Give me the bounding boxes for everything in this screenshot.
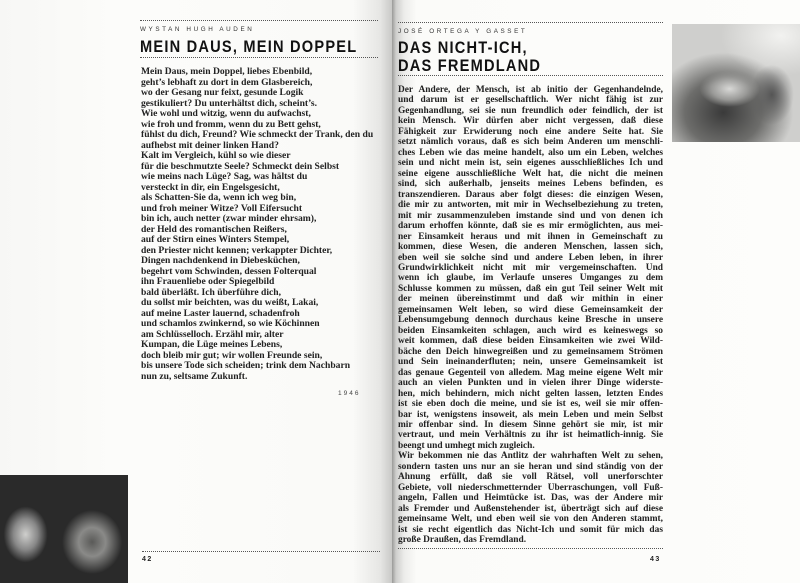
essay-line: eben weil sie solche sind und andere Leben leben, in ihrer bbox=[398, 252, 663, 263]
poem-text bbox=[141, 67, 373, 382]
title-dotted-rule-right bbox=[398, 75, 663, 76]
essay-line: bar ist, wenigstens insoweit, als mein Leben und mein Selbst bbox=[398, 409, 663, 420]
essay-line: Fähigkeit zur Erwiderung noch eine andere Seite hat. Sie bbox=[398, 126, 663, 137]
poem-line: ihn Frauenliebe oder Spiegelbild bbox=[141, 276, 275, 287]
essay-line: große Draußen, das Fremdland. bbox=[398, 535, 527, 546]
poem-line: geht’s lebhaft zu dort in dem Glasbereich, bbox=[141, 76, 313, 88]
essay-line: bäche den Deich hinwegreißen und zu gemeinsamem Strömen bbox=[398, 346, 663, 357]
essay-line: Grundwirklichkeit nicht mit mir vergemeinschaften. Und bbox=[398, 262, 663, 273]
poem-line: Kumpan, die Lüge meines Lebens, bbox=[141, 339, 283, 350]
poem-line: begehrt vom Schwinden, dessen Folterqual bbox=[141, 265, 317, 277]
essay-line: und Sein ineinanderfluten; nein, unsere Gemeinsamkeit ist bbox=[398, 357, 663, 368]
illustration-hands bbox=[672, 24, 800, 142]
essay-line: kein Mensch. Wir dürfen aber nicht vergessen, daß diese bbox=[398, 116, 663, 127]
illustration-figures bbox=[0, 475, 128, 583]
essay-line: setzt nämlich voraus, daß es sich beim Anderen um menschli- bbox=[398, 137, 663, 148]
essay-line: vertraut, und mein Verhältnis zu ihr ist heimatlich-innig. Sie bbox=[398, 430, 663, 441]
poem-line: aufhebst mit deiner linken Hand? bbox=[141, 139, 279, 151]
poem-year: 1946 bbox=[338, 390, 361, 397]
essay-line: angeln, Fallen und Heimtücke ist. Das, was der Andere mir bbox=[398, 493, 663, 504]
title-dotted-rule-left bbox=[140, 57, 378, 58]
poem-line: für die beschmutzte Seele? Schmeckt dein Selbst bbox=[141, 160, 340, 172]
essay-line: Gegenhandlung, sei sie nun freundlich oder feindlich, der ist bbox=[398, 105, 663, 116]
poem-line: fühlst du dich, Freund? Wie schmeckt der Trank, den du bbox=[141, 129, 374, 140]
poem-line: der Held des romantischen Reißers, bbox=[141, 223, 287, 235]
essay-line: Wir bekommen nie das Antlitz der wahrhaften Welt zu sehen, bbox=[398, 451, 663, 462]
essay-line: Gebiete, voll niederschmetternder Überraschungen, voll Fuß- bbox=[398, 482, 663, 493]
essay-line: wenn ich glaube, im Verlaufe unseres Umganges zu dem bbox=[398, 273, 663, 284]
poem-line: versteckt in dir, ein Engelsgesicht, bbox=[141, 181, 280, 193]
essay-line: auch an vielen Punkten und in vielen ihrer Dinge widerste- bbox=[398, 378, 663, 389]
essay-line: hen, mich behindern, mich nicht gelten lassen, letzten Endes bbox=[398, 388, 663, 399]
essay-line: und darum ist er gesellschaftlich. Wer nicht fähig ist zur bbox=[398, 95, 663, 106]
poem-line: gestikuliert? Du unterhältst dich, scheint’s. bbox=[141, 97, 318, 109]
bottom-dotted-rule-right bbox=[398, 548, 663, 549]
poem-line: und froh meiner Witze? Voll Eifersucht bbox=[141, 202, 303, 214]
poem-line: bald überläßt. Ich überführe dich, bbox=[141, 286, 282, 298]
poem-line: wo der Gesang nur feixt, gesunde Logik bbox=[141, 87, 304, 98]
poem-line: bin ich, auch netter (zwar minder ehrsam), bbox=[141, 213, 317, 224]
essay-line: beengt und umhegt mich zugleich. bbox=[398, 440, 535, 451]
poem-line: wie meins nach Lüge? Sag, was hältst du bbox=[141, 171, 308, 182]
poem-line: am Schlüsselloch. Erzähl mir, alter bbox=[141, 328, 284, 340]
essay-line: mir offenbar sind. In diesem Sinne gehört sie mir, ist mir bbox=[398, 420, 663, 430]
poem-line: Kalt im Vergleich, kühl so wie dieser bbox=[141, 150, 291, 161]
essay-line: als Fremder und Außenstehender ist, überträgt sich auf diese bbox=[398, 503, 663, 514]
poem-line: bis unsere Tode sich scheiden; trink dem Nachbarn bbox=[141, 360, 351, 371]
essay-line: Lebensumgebung dennoch durchaus keine Bresche in unsere bbox=[398, 315, 663, 326]
poem-line: nun zu, seltsame Zukunft. bbox=[141, 370, 248, 382]
essay-line: das genaue Gegenteil von alledem. Mag meine eigene Welt mir bbox=[398, 367, 663, 378]
essay-line: Der Andere, der Mensch, ist ab initio der Gegenhandelnde, bbox=[398, 85, 663, 95]
essay-line: sondern tasten uns nur an sie heran und sind ständig von der bbox=[398, 461, 663, 472]
poem-line: als Schatten-Sie da, wenn ich weg bin, bbox=[141, 192, 297, 203]
poem-title: MEIN DAUS, MEIN DOPPEL bbox=[140, 37, 358, 56]
essay-line: Ahnung erfüllt, daß sie voll Rätsel, voll unerforschter bbox=[398, 472, 663, 483]
page-number-right: 43 bbox=[650, 556, 661, 563]
essay-line: ches Leben wie das meine handelt, also um ein Leben, welches bbox=[398, 147, 663, 158]
author-name: JOSÉ ORTEGA Y GASSET bbox=[398, 28, 528, 35]
essay-line: beiden Einsamkeiten schlagen, auch wird es keineswegs so bbox=[398, 325, 663, 336]
essay-text bbox=[398, 85, 663, 546]
poem-line: den Priester nicht kennen; verkappter Dichter, bbox=[141, 244, 333, 256]
essay-title-line2: DAS FREMDLAND bbox=[398, 56, 542, 75]
author-name: WYSTAN HUGH AUDEN bbox=[140, 26, 255, 33]
essay-line: der meinen übereinstimmt und daß wir mithin in einer bbox=[398, 294, 663, 305]
poem-line: doch bleib mir gut; wir wollen Freunde sein, bbox=[141, 349, 323, 361]
essay-line: mit mir zusammenzuleben imstande sind und von denen ich bbox=[398, 210, 663, 221]
essay-line: sein und nicht mein ist, sein eigenes ausschließliches Ich und bbox=[398, 158, 663, 169]
essay-line: sind, sich außerhalb, jenseits meines Lebens befinden, es bbox=[398, 179, 663, 190]
poem-line: und schamlos zwinkernd, so wie Köchinnen bbox=[141, 318, 320, 329]
essay-line: gemeinsamen Welt leben, so wird diese Gemeinsamkeit der bbox=[398, 304, 663, 315]
essay-line: kommen, diese Wesen, die anderen Menschen, lassen sich, bbox=[398, 242, 663, 253]
essay-line: seine eigene ausschließliche Welt hat, die nicht die meinen bbox=[398, 168, 663, 179]
poem-line: du sollst mir beichten, was du weißt, Lakai, bbox=[141, 297, 319, 308]
essay-line: transzendieren. Daraus aber folgt dieses: die einzigen Wesen, bbox=[398, 189, 663, 200]
essay-title-line1: DAS NICHT-ICH, bbox=[398, 38, 528, 57]
poem-line: Mein Daus, mein Doppel, liebes Ebenbild, bbox=[141, 66, 313, 77]
essay-line: ist sie eben doch die meine, und sie ist es, weil sie mir offen- bbox=[398, 399, 663, 410]
poem-line: wie froh und fromm, wenn du zu Bett gehst, bbox=[141, 118, 321, 130]
essay-line: darum erhoffen könnte, daß sie es mir ermöglichten, aus mei- bbox=[398, 221, 663, 232]
essay-line: weit kommen, daß diese beiden Einsamkeiten wie zwei Wild- bbox=[398, 336, 663, 347]
top-dotted-rule-right bbox=[398, 22, 663, 23]
poem-line: auf der Stirn eines Winters Stempel, bbox=[141, 234, 290, 245]
page-number-left: 42 bbox=[142, 556, 153, 563]
poem-line: Dingen nachdenkend in Diebesküchen, bbox=[141, 255, 300, 266]
poem-line: auf meine Laster lauernd, schadenfroh bbox=[141, 307, 300, 319]
essay-line: gemeinsame Welt, und eben weil sie von den Anderen stammt, bbox=[398, 514, 663, 525]
top-dotted-rule-left bbox=[140, 20, 378, 21]
poem-line: Wie wohl und witzig, wenn du aufwachst, bbox=[141, 108, 311, 119]
essay-line: die mir zu antworten, mit mir in Wechselbeziehung zu treten, bbox=[398, 200, 663, 211]
essay-line: ist sie recht eigentlich das Nicht-Ich und somit für mich das bbox=[398, 524, 663, 535]
bottom-dotted-rule-left bbox=[142, 551, 380, 552]
essay-line: Schlusse kommen zu müssen, daß ein gut Teil seiner Welt mit bbox=[398, 283, 663, 294]
essay-line: ner Einsamkeit heraus und mit ihnen in Gemeinschaft zu bbox=[398, 231, 663, 242]
